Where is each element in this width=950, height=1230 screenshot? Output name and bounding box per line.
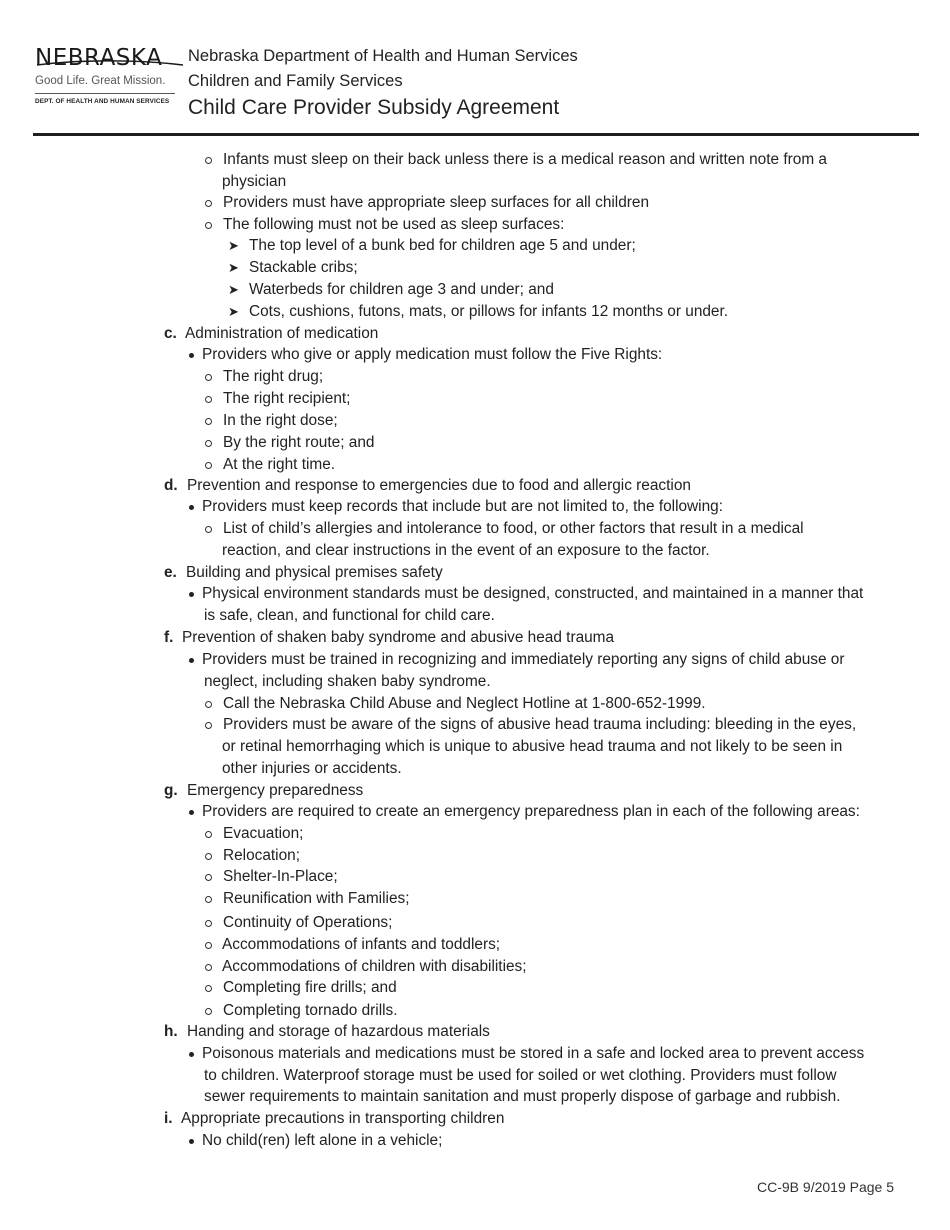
arrow-bullet-icon: ➤ [228, 260, 239, 275]
section-letter: i. [164, 1110, 173, 1127]
document-title: Child Care Provider Subsidy Agreement [188, 96, 560, 119]
bullet-item: Providers who give or apply medication must follow the Five Rights: [202, 346, 663, 363]
header-divider [33, 133, 919, 136]
circle-bullet [205, 418, 212, 425]
section-title: Prevention and response to emergencies due to food and allergic reaction [187, 477, 691, 494]
logo-wordmark: NEBRASKA [35, 45, 163, 71]
list-item: Providers must have appropriate sleep surfaces for all children [223, 194, 650, 211]
list-item: Continuity of Operations; [223, 914, 393, 931]
circle-bullet [205, 896, 212, 903]
bullet-dot [189, 1052, 194, 1057]
circle-bullet [205, 701, 212, 708]
list-item: Cots, cushions, futons, mats, or pillows for infants 12 months or under. [249, 303, 729, 320]
arrow-bullet-icon: ➤ [228, 282, 239, 297]
bullet-item: No child(ren) left alone in a vehicle; [202, 1132, 443, 1149]
section-letter: h. [164, 1023, 178, 1040]
circle-bullet [205, 200, 212, 207]
page-footer: CC-9B 9/2019 Page 5 [757, 1179, 894, 1195]
bullet-item: Physical environment standards must be designed, constructed, and maintained in a manner that [202, 585, 864, 602]
bullet-item: Providers must keep records that include but are not limited to, the following: [202, 498, 723, 515]
circle-bullet [205, 1008, 212, 1015]
bullet-dot [189, 505, 194, 510]
bullet-item: Poisonous materials and medications must be stored in a safe and locked area to prevent access [202, 1045, 865, 1062]
list-item: Shelter-In-Place; [223, 868, 338, 885]
list-item: Completing tornado drills. [223, 1002, 398, 1019]
logo-dept-name: DEPT. OF HEALTH AND HUMAN SERVICES [35, 98, 170, 105]
list-item: Waterbeds for children age 3 and under; and [249, 281, 554, 298]
list-item: Infants must sleep on their back unless there is a medical reason and written note from a [223, 151, 827, 168]
list-item: The right recipient; [223, 390, 351, 407]
nebraska-dhhs-logo [35, 44, 177, 105]
circle-bullet [205, 964, 212, 971]
bullet-item-continued: neglect, including shaken baby syndrome. [204, 673, 491, 690]
circle-bullet [205, 526, 212, 533]
list-item: Accommodations of children with disabilities; [222, 958, 527, 975]
list-item-continued: or retinal hemorrhaging which is unique to abusive head trauma and not likely to be seen in [222, 738, 843, 755]
bullet-item-continued: sewer requirements to maintain sanitation and must properly dispose of garbage and rubbish. [204, 1088, 841, 1105]
section-letter: c. [164, 325, 177, 342]
division-name: Children and Family Services [188, 72, 403, 90]
circle-bullet [205, 374, 212, 381]
list-item: Reunification with Families; [223, 890, 410, 907]
bullet-dot [189, 592, 194, 597]
section-letter: f. [164, 629, 174, 646]
bullet-dot [189, 353, 194, 358]
list-item: Call the Nebraska Child Abuse and Neglect Hotline at 1-800-652-1999. [223, 695, 706, 712]
circle-bullet [205, 396, 212, 403]
circle-bullet [205, 942, 212, 949]
list-item: At the right time. [223, 456, 336, 473]
bullet-item-continued: is safe, clean, and functional for child care. [204, 607, 495, 624]
list-item: The top level of a bunk bed for children age 5 and under; [249, 237, 636, 254]
list-item: Relocation; [223, 847, 300, 864]
list-item: Accommodations of infants and toddlers; [222, 936, 501, 953]
list-item-continued: other injuries or accidents. [222, 760, 402, 777]
list-item: Providers must be aware of the signs of abusive head trauma including: bleeding in the eyes, [223, 716, 857, 733]
list-item-continued: physician [222, 173, 287, 190]
section-title: Emergency preparedness [187, 782, 364, 799]
logo-swoosh-icon [35, 56, 185, 70]
logo-divider [35, 93, 175, 94]
bullet-item-continued: to children. Waterproof storage must be used for soiled or wet clothing. Providers must follow [204, 1067, 837, 1084]
circle-bullet [205, 222, 212, 229]
circle-bullet [205, 157, 212, 164]
section-title: Appropriate precautions in transporting children [181, 1110, 505, 1127]
circle-bullet [205, 874, 212, 881]
list-item-continued: reaction, and clear instructions in the event of an exposure to the factor. [222, 542, 710, 559]
section-letter: g. [164, 782, 178, 799]
section-title: Handing and storage of hazardous materials [187, 1023, 490, 1040]
list-item: List of child’s allergies and intolerance to food, or other factors that result in a medical [223, 520, 804, 537]
arrow-bullet-icon: ➤ [228, 304, 239, 319]
section-title: Building and physical premises safety [186, 564, 443, 581]
logo-tagline: Good Life. Great Mission. [35, 75, 166, 87]
bullet-item: Providers are required to create an emergency preparedness plan in each of the following areas: [202, 803, 860, 820]
bullet-dot [189, 810, 194, 815]
section-title: Administration of medication [185, 325, 379, 342]
bullet-item: Providers must be trained in recognizing and immediately reporting any signs of child abuse or [202, 651, 845, 668]
arrow-bullet-icon: ➤ [228, 238, 239, 253]
bullet-dot [189, 1139, 194, 1144]
list-item: Stackable cribs; [249, 259, 358, 276]
list-item: In the right dose; [223, 412, 338, 429]
department-name: Nebraska Department of Health and Human Services [188, 47, 578, 65]
page-header [0, 0, 950, 140]
circle-bullet [205, 722, 212, 729]
circle-bullet [205, 831, 212, 838]
circle-bullet [205, 440, 212, 447]
circle-bullet [205, 462, 212, 469]
list-item: The following must not be used as sleep surfaces: [223, 216, 565, 233]
list-item: Evacuation; [223, 825, 304, 842]
section-title: Prevention of shaken baby syndrome and abusive head trauma [182, 629, 615, 646]
list-item: By the right route; and [223, 434, 375, 451]
list-item: Completing fire drills; and [223, 979, 397, 996]
section-letter: e. [164, 564, 177, 581]
circle-bullet [205, 853, 212, 860]
bullet-dot [189, 658, 194, 663]
list-item: The right drug; [223, 368, 324, 385]
section-letter: d. [164, 477, 178, 494]
header-text [188, 44, 578, 122]
circle-bullet [205, 985, 212, 992]
circle-bullet [205, 920, 212, 927]
